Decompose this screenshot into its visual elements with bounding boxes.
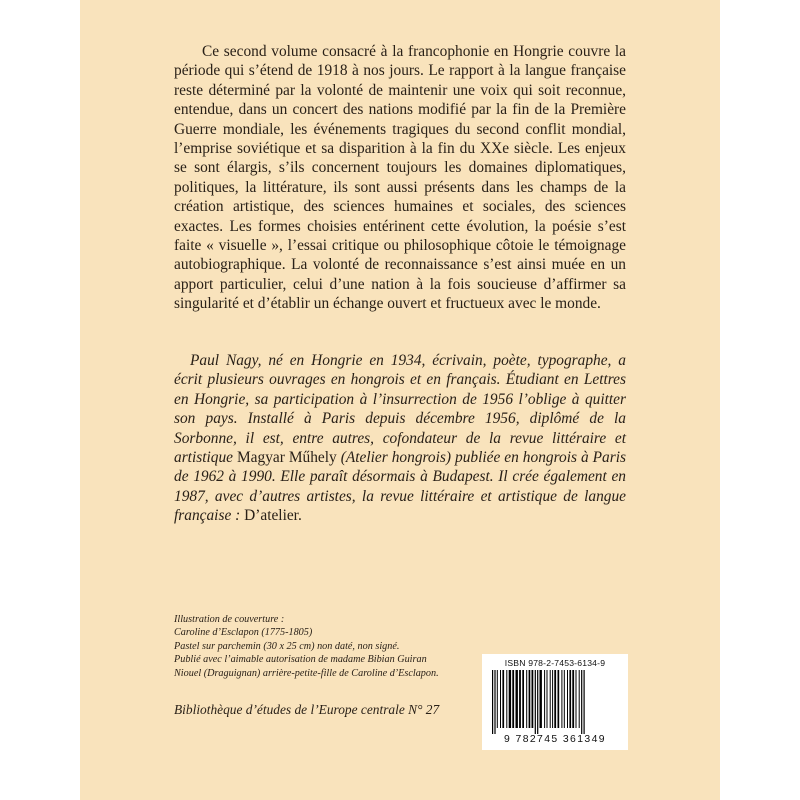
bio-text-part-1: Paul Nagy, né en Hongrie en 1934, écrivain, poète, typographe, a écrit plusieurs ouvrages en hongrois et en français. Étudiant en Lettres en Hongrie, sa participation à l’insurrection de 1956 l’oblige à quitter son pays. Installé à Paris depuis décembre 1956, diplômé de la Sorbonne, il est, entre autres, cofondateur de la revue littéraire et artistique [174, 352, 626, 467]
cover-illustration-credits [174, 613, 474, 680]
series-title: Bibliothèque d’études de l’Europe centrale N° 27 [174, 702, 440, 717]
barcode-digits: 9 782745 361349 [504, 734, 606, 745]
credit-line: Illustration de couverture : [174, 614, 285, 625]
bio-magazine-name-2: D’atelier. [244, 507, 302, 525]
barcode-icon [488, 670, 622, 734]
isbn-barcode-block [482, 654, 628, 750]
summary-paragraph [174, 42, 626, 314]
bio-text-part-2: (Atelier hongrois) publiée en hongrois à Paris de 1962 à 1990. Elle paraît désormais à Budapest. Il crée également en 1987, avec d’autres artistes, la revue littéraire et artistique de langue française : [174, 449, 626, 525]
credit-line: Niouel (Draguignan) arrière-petite-fille de Caroline d’Esclapon. [174, 667, 439, 679]
author-biography [174, 351, 626, 526]
bio-magazine-name: Magyar Műhely [237, 449, 337, 467]
isbn-label: ISBN 978-2-7453-6134-9 [504, 658, 606, 668]
credit-line: Caroline d’Esclapon (1775-1805) [174, 627, 313, 639]
summary-text: Ce second volume consacré à la francophonie en Hongrie couvre la période qui s’étend de 1918 à nos jours. Le rapport à la langue française reste déterminé par la volonté de maintenir une voix qui soit reconnue, entendue, dans un concert des nations modifié par la fin de la Première Guerre mondiale, les événements tragiques du second conflit mondial, l’emprise soviétique et sa disparition à la fin du XXe siècle. Les enjeux se sont élargis, s’ils concernent toujours les domaines diplomatiques, politiques, la littérature, ils sont aussi présents dans les champs de la création artistique, des sciences humaines et sociales, des sciences exactes. Les formes choisies entérinent cette évolution, la poésie s’est faite « visuelle », l’essai critique ou philosophique côtoie le témoignage autobiographique. La volonté de reconnaissance s’est ainsi muée en un apport particulier, celui d’une nation à la fois soucieuse d’affirmer sa singularité et d’établir un échange ouvert et fructueux avec le monde. [174, 43, 626, 313]
credit-line: Pastel sur parchemin (30 x 25 cm) non daté, non signé. [174, 640, 400, 652]
credit-line: Publié avec l’aimable autorisation de madame Bibian Guiran [174, 654, 427, 666]
